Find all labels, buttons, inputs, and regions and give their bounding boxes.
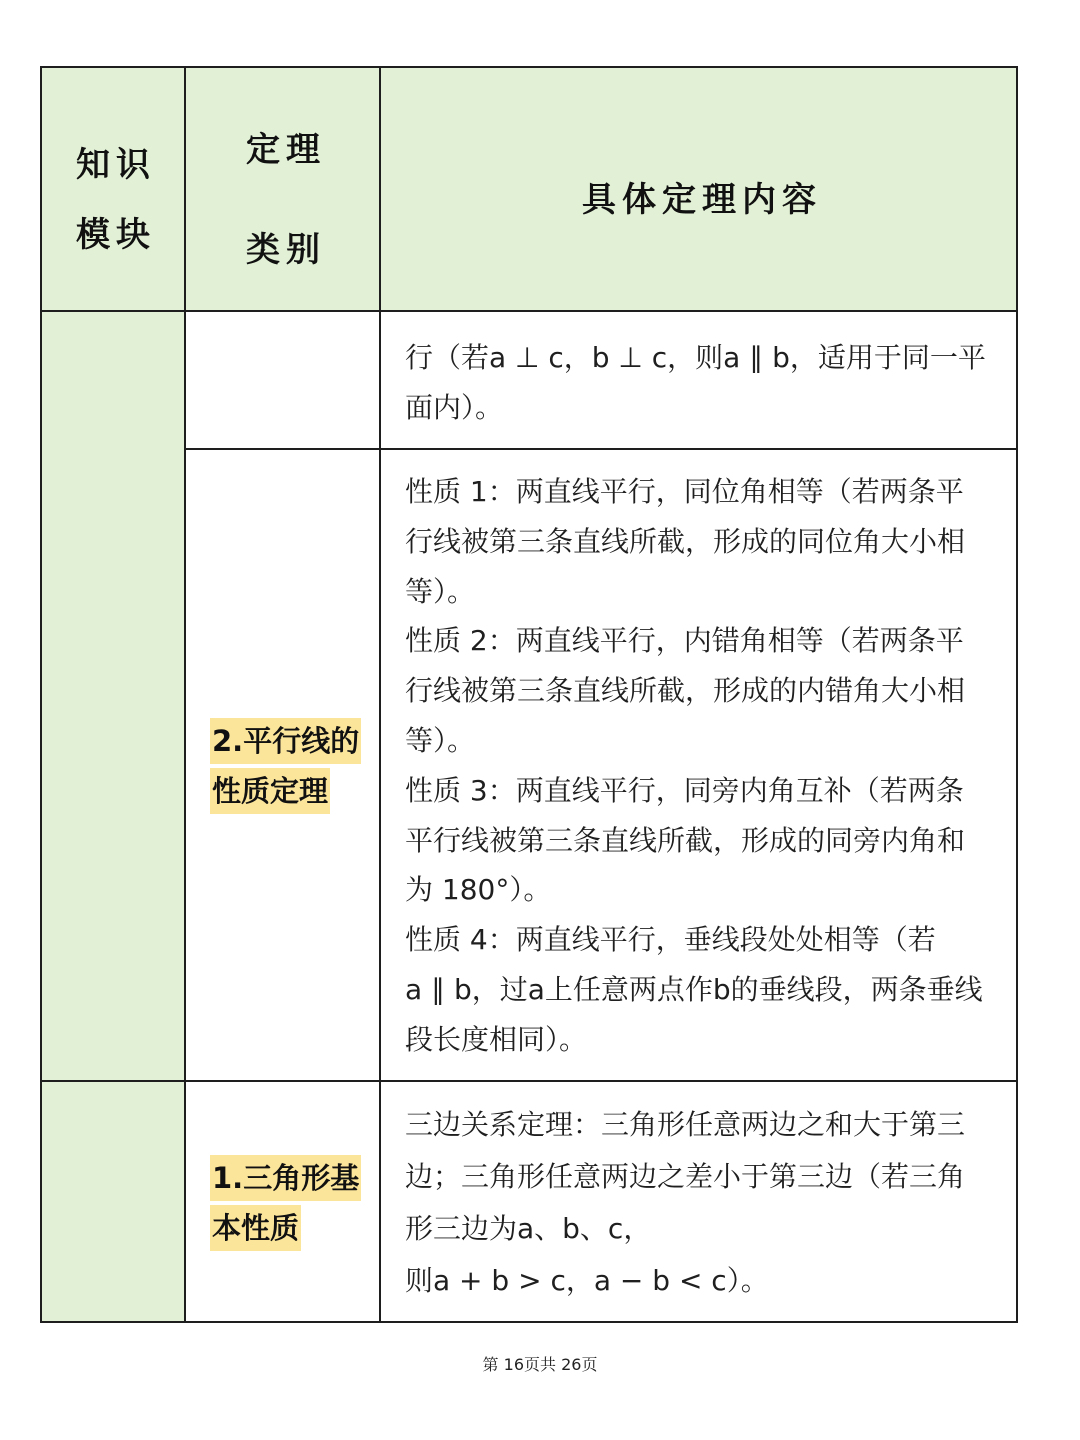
row3-category — [210, 1153, 361, 1253]
row3-category-line1: 1.三角形基 — [210, 1155, 361, 1201]
row2-category — [210, 716, 361, 816]
row3-content: 三边关系定理：三角形任意两边之和大于第三 边；三角形任意两边之差小于第三边（若三角 形三边为a、b、c， 则a + b > c，a − b < c）。 — [405, 1108, 966, 1297]
header-module-line2: 模块 — [76, 215, 156, 255]
table-border-right — [1016, 66, 1018, 1323]
header-module-line1: 知识 — [76, 145, 156, 185]
table-border-top — [40, 66, 1018, 68]
row1-content: 行（若a ⊥ c，b ⊥ c，则a ∥ b，适用于同一平 面内）。 — [405, 341, 986, 424]
page-number: 第 16页共 26页 — [482, 1355, 598, 1374]
section-divider — [40, 1080, 1018, 1082]
header-category-line1: 定理 — [246, 130, 326, 170]
module-column-bg — [40, 311, 185, 1323]
row2-category-line1: 2.平行线的 — [210, 718, 361, 764]
header-category-line2: 类别 — [246, 230, 326, 270]
row2-content: 性质 1：两直线平行，同位角相等（若两条平 行线被第三条直线所截，形成的同位角大小相 等）。 性质 2：两直线平行，内错角相等（若两条平 行线被第三条直线所截，形成的内错角大小相 等）。 性质 3：两直线平行，同旁内角互补（若两条 平行线被第三条直线所截，形成的同旁内角和 为 180°）。 性质 4：两直线平行，垂线段处处相等（若 a ∥ b，过a上任意两点作b的垂线段，两条垂线 段长度相同）。 — [405, 475, 983, 1056]
table-border-left — [40, 66, 42, 1323]
table-border-bottom — [40, 1321, 1018, 1323]
column-divider-2 — [379, 66, 381, 1323]
header-content: 具体定理内容 — [582, 180, 822, 220]
row3-category-line2: 本性质 — [210, 1205, 301, 1251]
header-divider — [40, 310, 1018, 312]
header-row-bg — [40, 66, 1018, 311]
row2-category-line2: 性质定理 — [210, 768, 330, 814]
column-divider-1 — [184, 66, 186, 1323]
row-divider — [185, 448, 1018, 450]
